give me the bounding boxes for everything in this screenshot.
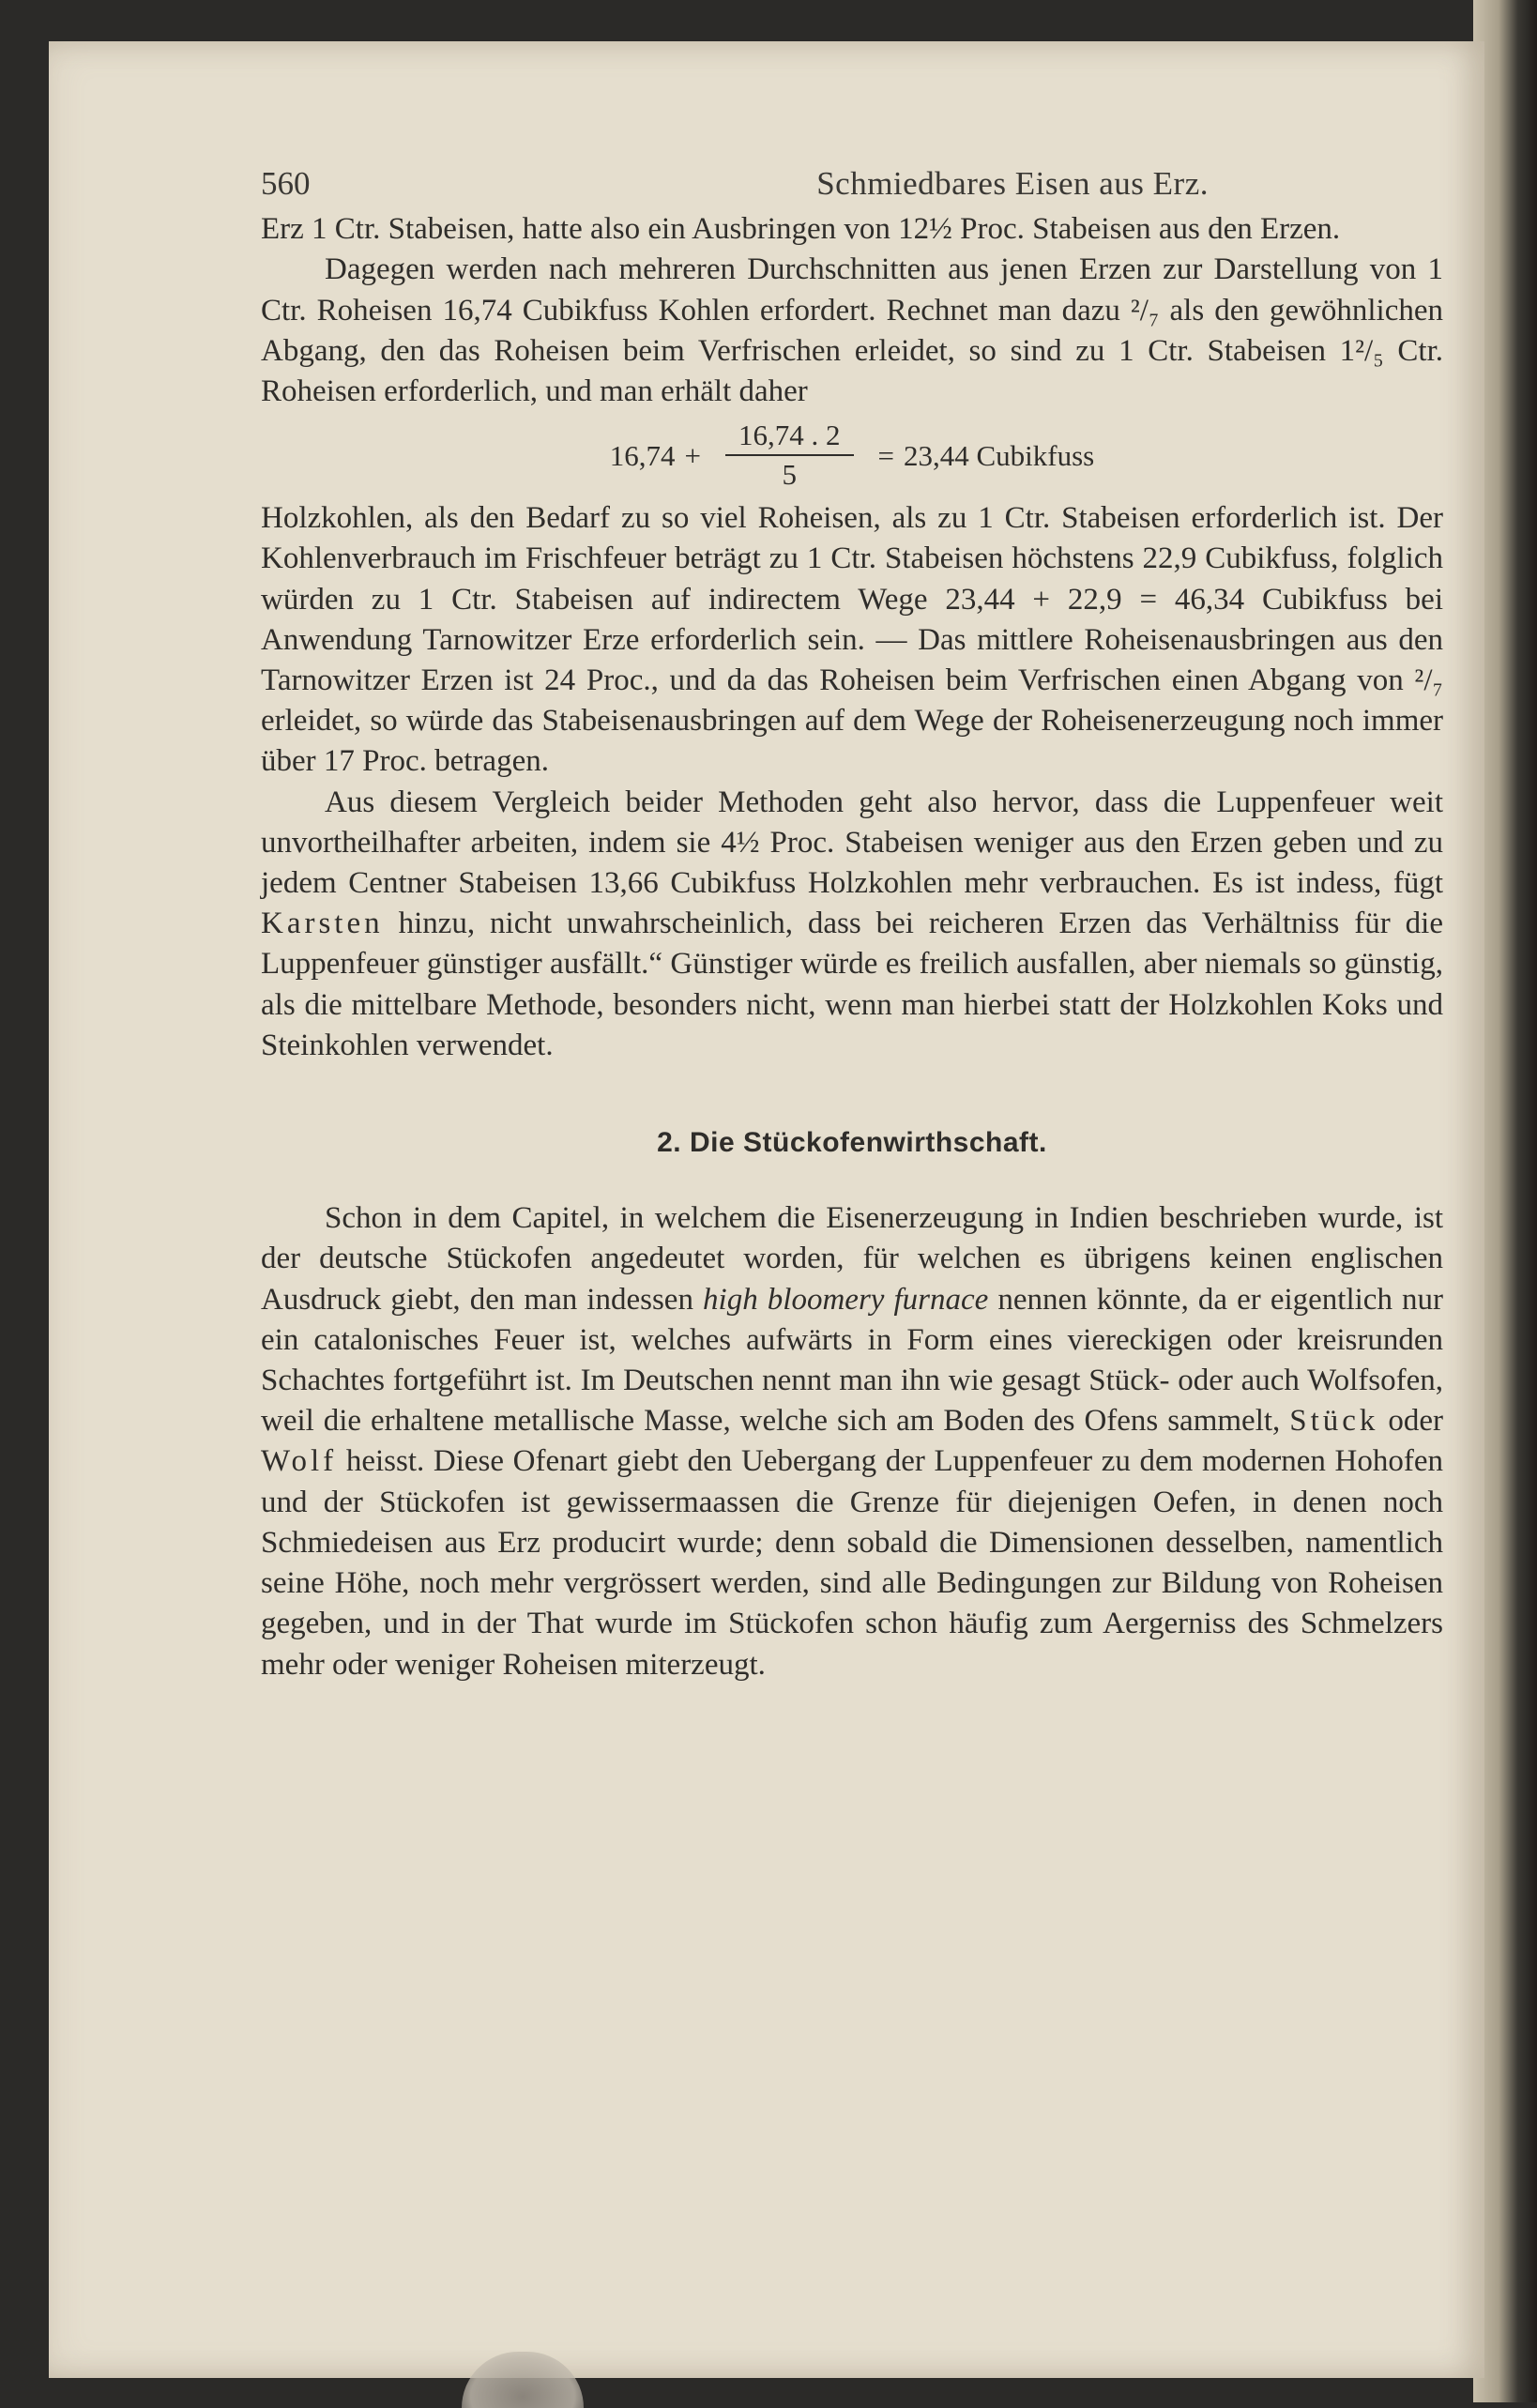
formula-plus: + [684,438,701,472]
formula-fraction [725,419,854,492]
formula-result: 23,44 Cubikfuss [903,438,1095,472]
running-title: Schmiedbares Eisen aus Erz. [816,165,1209,202]
paragraph-stueckofen [261,1198,1443,1684]
page-header [261,163,1443,204]
paragraph-vergleich-text-a: Aus diesem Vergleich beider Methoden geht also hervor, dass die Luppenfeuer weit unvortheilhafter arbeiten, indem sie 4½ Proc. Stabeisen weniger aus den Erzen geben und zu jedem Centner Stabeisen 13,66 Cubikfuss Holzkohlen mehr verbrauchen. Es ist indess, fügt [261,785,1443,901]
paragraph-stueckofen-text-a: Schon in dem Capitel, in welchem die Eisenerzeugung in Indien beschrieben wurde, ist der deutsche Stückofen angedeutet worden, für welchen es übrigens keinen englischen Ausdruck giebt, den man indessen [261,1201,1443,1317]
page-text [261,163,1443,1685]
word-oder: oder [1388,1404,1443,1439]
paragraph-dagegen: Dagegen werden nach mehreren Durchschnitten aus jenen Erzen zur Darstellung von 1 Ctr. Roheisen 16,74 Cubikfuss Kohlen erfordert. Rechnet man dazu ²/₇ als den gewöhnlichen Abgang, den das Roheisen beim Verfrischen erleidet, so sind zu 1 Ctr. Stabeisen 1²/₅ Ctr. Roheisen erforderlich, und man erhält daher [261,252,1443,409]
paragraph-vergleich [261,783,1443,1066]
formula [261,414,1443,496]
term-stueck: Stück [1289,1404,1379,1439]
paragraph-stueckofen-text-c: heisst. Diese Ofenart giebt den Uebergang der Luppenfeuer zu dem modernen Hohofen und der Stückofen ist gewissermaassen die Grenze für diejenigen Oefen, in denen noch Schmiedeisen aus Erz producirt wurde; denn sobald die Dimensionen desselben, namentlich seine Höhe, noch mehr vergrössert werden, sind alle Bedingungen zur Bildung von Roheisen gegeben, und in der That wurde im Stückofen schon häufig zum Aergerniss des Schmelzers mehr oder weniger Roheisen miterzeugt. [261,1444,1444,1682]
term-wolf: Wolf [261,1444,338,1479]
paragraph-holzkohlen: Holzkohlen, als den Bedarf zu so viel Roheisen, als zu 1 Ctr. Stabeisen erforderlich ist. Der Kohlenverbrauch im Frischfeuer beträgt zu 1 Ctr. Stabeisen höchstens 22,9 Cubikfuss, folglich würden zu 1 Ctr. Stabeisen auf indirectem Wege 23,44 + 22,9 = 46,34 Cubikfuss bei Anwendung Tarnowitzer Erze erforderlich sein. — Das mittlere Roheisenausbringen aus den Tarnowitzer Erzen ist 24 Proc., und da das Roheisen beim Verfrischen einen Abgang von ²/₇ erleidet, so würde das Stabeisenausbringen auf dem Wege der Roheisenerzeugung noch immer über 17 Proc. betragen. [261,501,1443,779]
book-page [49,41,1484,2378]
formula-denominator: 5 [782,458,797,492]
english-term: high bloomery furnace [703,1282,989,1317]
formula-numerator: 16,74 . 2 [725,419,854,456]
paragraph-continuation: Erz 1 Ctr. Stabeisen, hatte also ein Ausbringen von 12½ Proc. Stabeisen aus den Erzen. [261,212,1341,247]
paragraph-stueckofen-text-b: nennen könnte, da er eigentlich nur ein catalonisches Feuer ist, welches aufwärts in Form eines viereckigen oder kreisrunden Schachtes fortgeführt ist. Im Deutschen nennt man ihn wie gesagt Stück- oder auch Wolfsofen, weil die erhaltene metallische Masse, welche sich am Boden des Ofens sammelt, [261,1282,1444,1439]
author-name-karsten: Karsten [261,907,384,941]
scanner-thumb-shadow [462,2352,584,2408]
section-heading: 2. Die Stückofenwirthschaft. [657,1127,1047,1159]
page-number: 560 [261,165,311,202]
formula-left: 16,74 [609,438,676,472]
paragraph-vergleich-text-b: hinzu, nicht unwahrscheinlich, dass bei reicheren Erzen das Verhältniss für die Luppenfeuer günstiger ausfällt.“ Günstiger würde es freilich ausfallen, aber niemals so günstig, als die mittelbare Methode, besonders nicht, wenn man hierbei statt der Holzkohlen Koks und Steinkohlen verwendet. [261,907,1443,1062]
formula-equals: = [877,438,894,472]
